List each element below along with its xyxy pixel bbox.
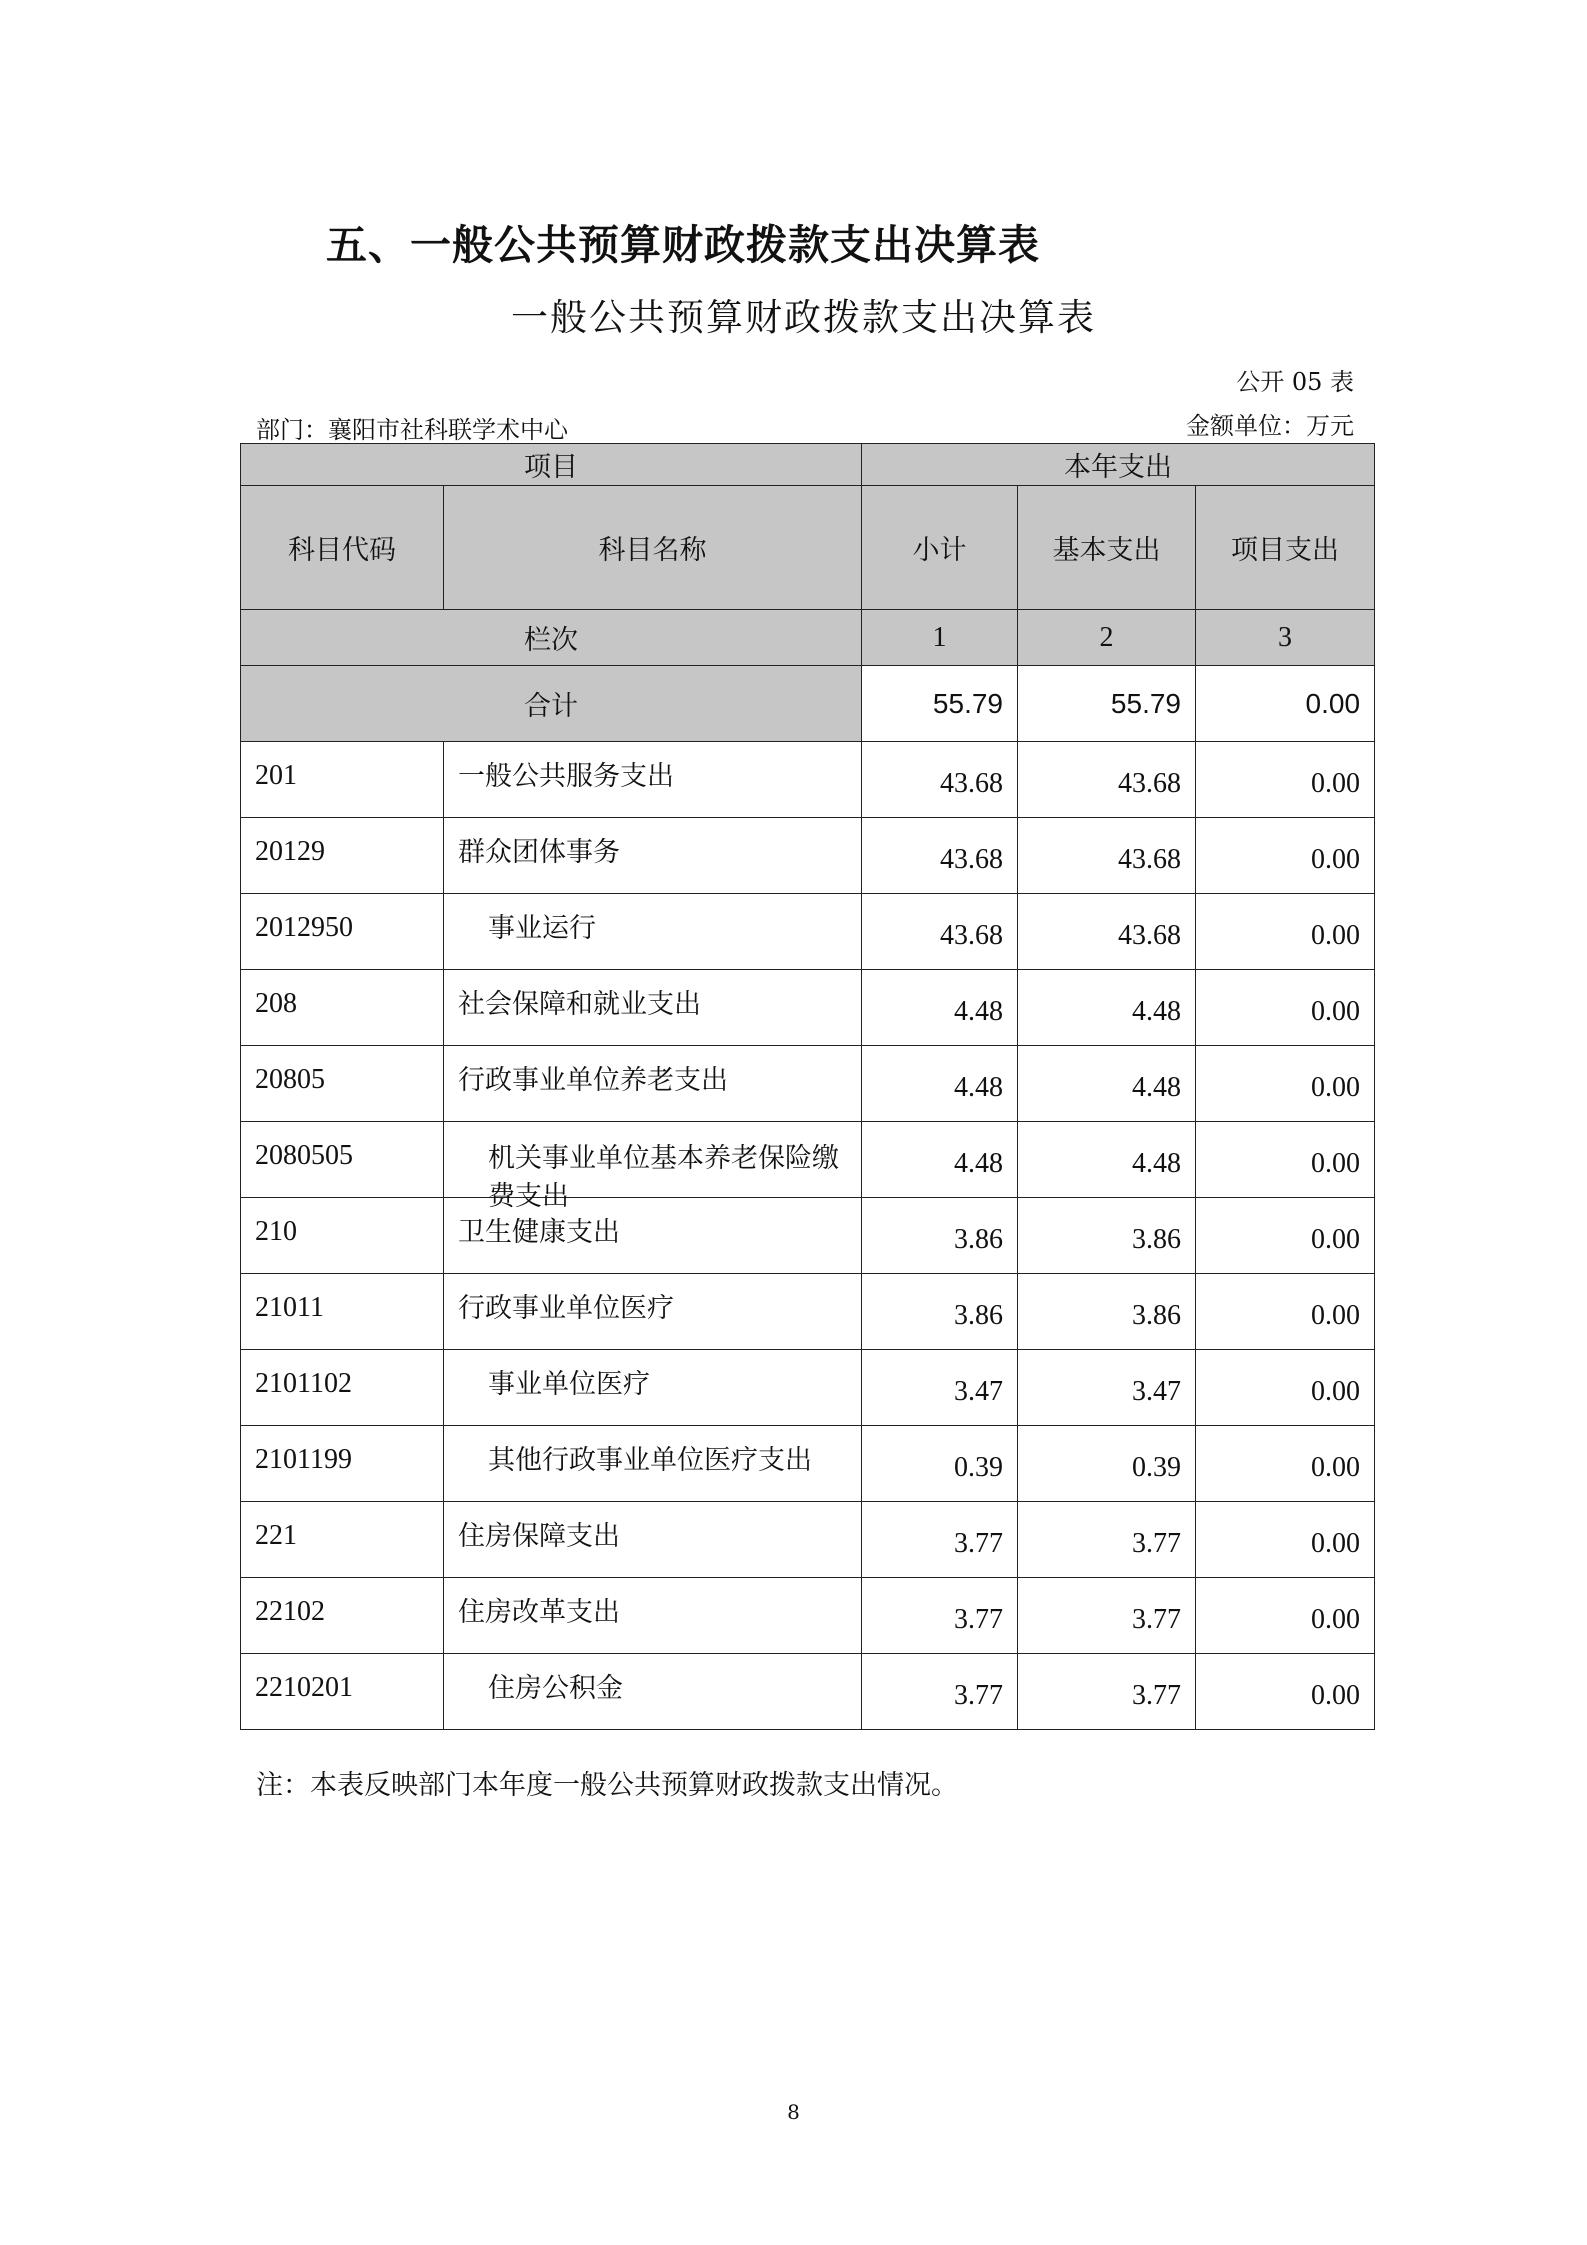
table-row: [241, 1046, 1375, 1122]
row-basic: 3.86: [1018, 1198, 1196, 1274]
total-subtotal: 55.79: [862, 666, 1018, 742]
column-number-row: [241, 610, 1375, 666]
row-name-cell: [444, 1426, 862, 1502]
table-row: [241, 970, 1375, 1046]
table-row: [241, 1122, 1375, 1198]
header-current-year: 本年支出: [862, 444, 1375, 486]
row-basic: 0.39: [1018, 1426, 1196, 1502]
table-row: [241, 742, 1375, 818]
row-name: 事业单位医疗: [488, 1369, 650, 1400]
header-basic: 基本支出: [1018, 486, 1196, 610]
row-basic: 3.77: [1018, 1578, 1196, 1654]
section-heading: 五、一般公共预算财政拨款支出决算表: [326, 221, 1040, 269]
row-name: 卫生健康支出: [458, 1217, 620, 1248]
row-code: 2101102: [241, 1350, 444, 1426]
row-name-cell: [444, 1502, 862, 1578]
row-name: 行政事业单位养老支出: [458, 1065, 728, 1096]
column-number-2: 2: [1018, 610, 1196, 666]
row-name-cell: [444, 1350, 862, 1426]
row-project: 0.00: [1196, 1198, 1375, 1274]
row-name: 其他行政事业单位医疗支出: [488, 1445, 812, 1476]
row-code: 2101199: [241, 1426, 444, 1502]
total-project: 0.00: [1196, 666, 1375, 742]
table-title: 一般公共预算财政拨款支出决算表: [511, 296, 1096, 339]
row-basic: 4.48: [1018, 1122, 1196, 1198]
row-code: 20129: [241, 818, 444, 894]
table-row: [241, 1654, 1375, 1730]
row-subtotal: 3.77: [862, 1578, 1018, 1654]
row-project: 0.00: [1196, 1350, 1375, 1426]
row-name: 住房改革支出: [458, 1597, 620, 1628]
table-note: 注：本表反映部门本年度一般公共预算财政拨款支出情况。: [256, 1770, 958, 1801]
row-basic: 43.68: [1018, 742, 1196, 818]
header-item: 项目: [241, 444, 862, 486]
column-number-1: 1: [862, 610, 1018, 666]
expenditure-table: [240, 443, 1375, 1730]
row-subtotal: 0.39: [862, 1426, 1018, 1502]
column-number-3: 3: [1196, 610, 1375, 666]
row-project: 0.00: [1196, 894, 1375, 970]
row-basic: 43.68: [1018, 894, 1196, 970]
total-label: 合计: [241, 666, 862, 742]
row-name-cell: [444, 1274, 862, 1350]
row-code: 2210201: [241, 1654, 444, 1730]
row-project: 0.00: [1196, 1502, 1375, 1578]
row-name: 社会保障和就业支出: [458, 989, 701, 1020]
header-row-1: [241, 444, 1375, 486]
row-subtotal: 43.68: [862, 742, 1018, 818]
header-project: 项目支出: [1196, 486, 1375, 610]
row-basic: 3.86: [1018, 1274, 1196, 1350]
table-row: [241, 894, 1375, 970]
header-row-2: [241, 486, 1375, 610]
department-label: 部门：襄阳市社科联学术中心: [256, 416, 568, 444]
row-name-cell: [444, 742, 862, 818]
row-code: 2012950: [241, 894, 444, 970]
row-basic: 43.68: [1018, 818, 1196, 894]
row-basic: 3.77: [1018, 1502, 1196, 1578]
row-name: 机关事业单位基本养老保险缴费支出: [488, 1143, 839, 1212]
table-row: [241, 1578, 1375, 1654]
row-name-cell: [444, 1046, 862, 1122]
row-project: 0.00: [1196, 1578, 1375, 1654]
row-subtotal: 4.48: [862, 1122, 1018, 1198]
row-basic: 4.48: [1018, 1046, 1196, 1122]
row-subtotal: 3.77: [862, 1654, 1018, 1730]
row-project: 0.00: [1196, 1274, 1375, 1350]
row-basic: 3.77: [1018, 1654, 1196, 1730]
row-subtotal: 3.47: [862, 1350, 1018, 1426]
row-basic: 3.47: [1018, 1350, 1196, 1426]
row-name: 群众团体事务: [458, 837, 620, 868]
row-name: 事业运行: [488, 913, 596, 944]
row-project: 0.00: [1196, 1046, 1375, 1122]
row-code: 208: [241, 970, 444, 1046]
row-project: 0.00: [1196, 742, 1375, 818]
row-subtotal: 4.48: [862, 1046, 1018, 1122]
row-subtotal: 4.48: [862, 970, 1018, 1046]
row-project: 0.00: [1196, 1426, 1375, 1502]
row-subtotal: 3.86: [862, 1274, 1018, 1350]
header-name: 科目名称: [444, 486, 862, 610]
table-row: [241, 1274, 1375, 1350]
row-subtotal: 43.68: [862, 894, 1018, 970]
table-row: [241, 1502, 1375, 1578]
table-row: [241, 1350, 1375, 1426]
row-name-cell: [444, 1122, 862, 1212]
row-project: 0.00: [1196, 1654, 1375, 1730]
header-code: 科目代码: [241, 486, 444, 610]
row-project: 0.00: [1196, 1122, 1375, 1198]
row-name-cell: [444, 818, 862, 894]
row-code: 201: [241, 742, 444, 818]
row-basic: 4.48: [1018, 970, 1196, 1046]
row-subtotal: 43.68: [862, 818, 1018, 894]
row-code: 210: [241, 1198, 444, 1274]
row-code: 22102: [241, 1578, 444, 1654]
form-number: 公开 05 表: [1236, 368, 1354, 396]
row-name: 行政事业单位医疗: [458, 1293, 674, 1324]
header-subtotal: 小计: [862, 486, 1018, 610]
row-name-cell: [444, 970, 862, 1046]
row-code: 221: [241, 1502, 444, 1578]
page-number: 8: [787, 2100, 800, 2124]
table-row: [241, 818, 1375, 894]
row-subtotal: 3.86: [862, 1198, 1018, 1274]
row-code: 20805: [241, 1046, 444, 1122]
table-row: [241, 1426, 1375, 1502]
row-name-cell: [444, 1654, 862, 1730]
row-name-cell: [444, 1578, 862, 1654]
row-name: 住房保障支出: [458, 1521, 620, 1552]
total-basic: 55.79: [1018, 666, 1196, 742]
row-project: 0.00: [1196, 970, 1375, 1046]
row-name: 一般公共服务支出: [458, 761, 674, 792]
row-code: 2080505: [241, 1122, 444, 1198]
column-number-label: 栏次: [241, 610, 862, 666]
row-code: 21011: [241, 1274, 444, 1350]
row-project: 0.00: [1196, 818, 1375, 894]
amount-unit-label: 金额单位：万元: [1186, 412, 1354, 440]
table-row: [241, 1198, 1375, 1274]
row-name-cell: [444, 894, 862, 970]
row-name: 住房公积金: [488, 1673, 623, 1704]
total-row: [241, 666, 1375, 742]
row-subtotal: 3.77: [862, 1502, 1018, 1578]
